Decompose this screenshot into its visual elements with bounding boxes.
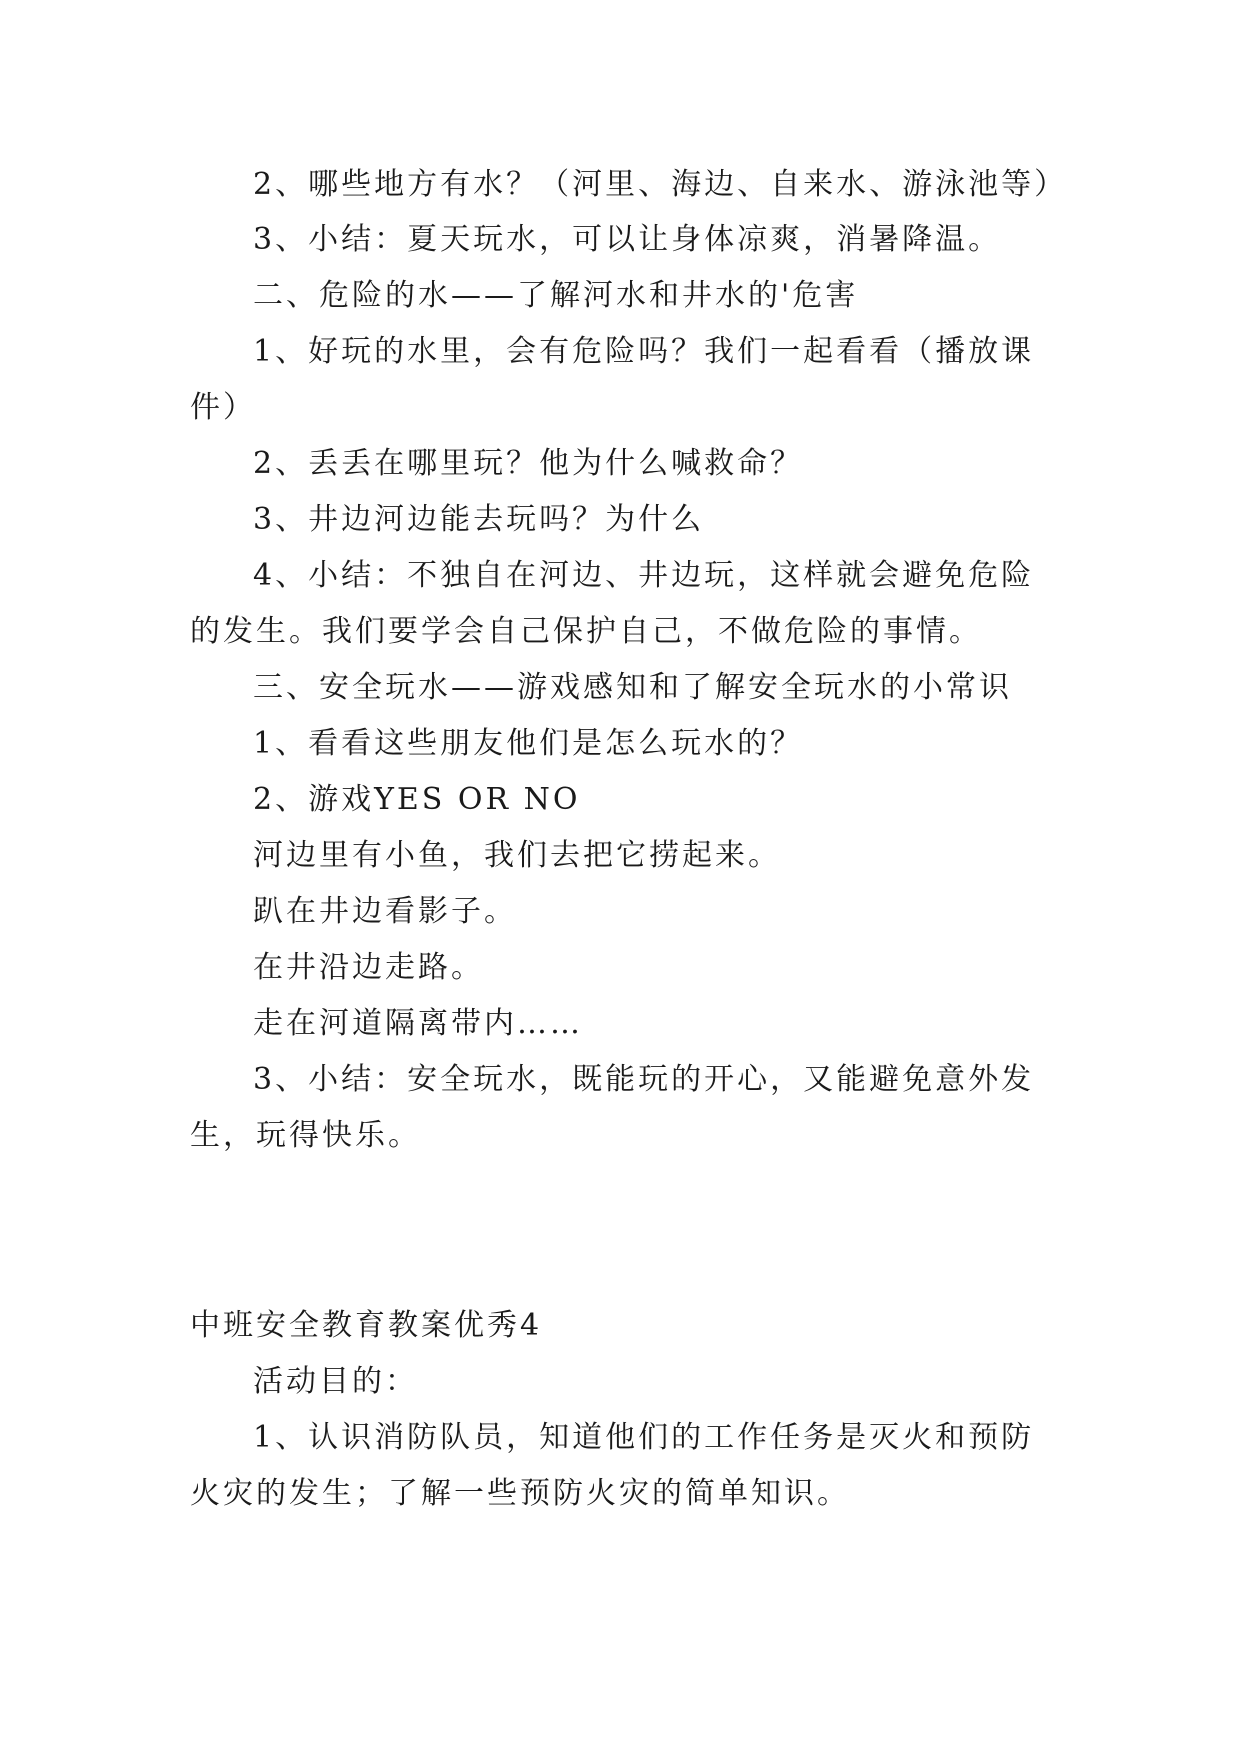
paragraph-line: 3、井边河边能去玩吗？为什么 xyxy=(253,502,705,537)
paragraph-line: 4、小结：不独自在河边、井边玩，这样就会避免危险 xyxy=(253,558,1035,593)
paragraph-line: 1、好玩的水里，会有危险吗？我们一起看看（播放课 xyxy=(253,334,1035,369)
paragraph-line: 河边里有小鱼，我们去把它捞起来。 xyxy=(253,838,781,873)
paragraph-line: 2、丢丢在哪里玩？他为什么喊救命？ xyxy=(253,446,804,481)
paragraph-line: 2、游戏YES OR NO xyxy=(253,782,581,817)
paragraph-line: 1、看看这些朋友他们是怎么玩水的？ xyxy=(253,726,804,761)
section-heading: 三、安全玩水——游戏感知和了解安全玩水的小常识 xyxy=(253,670,1012,705)
paragraph-line: 活动目的： xyxy=(253,1364,418,1399)
paragraph-line: 火灾的发生；了解一些预防火灾的简单知识。 xyxy=(190,1476,850,1511)
paragraph-line: 的发生。我们要学会自己保护自己，不做危险的事情。 xyxy=(190,614,982,649)
paragraph-line: 生，玩得快乐。 xyxy=(190,1118,421,1153)
paragraph-line: 3、小结：夏天玩水，可以让身体凉爽，消暑降温。 xyxy=(253,222,1002,257)
document-title: 中班安全教育教案优秀4 xyxy=(190,1308,543,1343)
section-heading: 二、危险的水——了解河水和井水的'危害 xyxy=(253,278,859,313)
paragraph-line: 在井沿边走路。 xyxy=(253,950,484,985)
paragraph-line: 趴在井边看影子。 xyxy=(253,894,517,929)
paragraph-line: 走在河道隔离带内…… xyxy=(253,1006,583,1041)
paragraph-line: 1、认识消防队员，知道他们的工作任务是灭火和预防 xyxy=(253,1420,1035,1455)
paragraph-line: 件） xyxy=(190,390,256,425)
paragraph-line: 2、哪些地方有水？（河里、海边、自来水、游泳池等） xyxy=(253,167,1068,202)
paragraph-line: 3、小结：安全玩水，既能玩的开心，又能避免意外发 xyxy=(253,1062,1035,1097)
